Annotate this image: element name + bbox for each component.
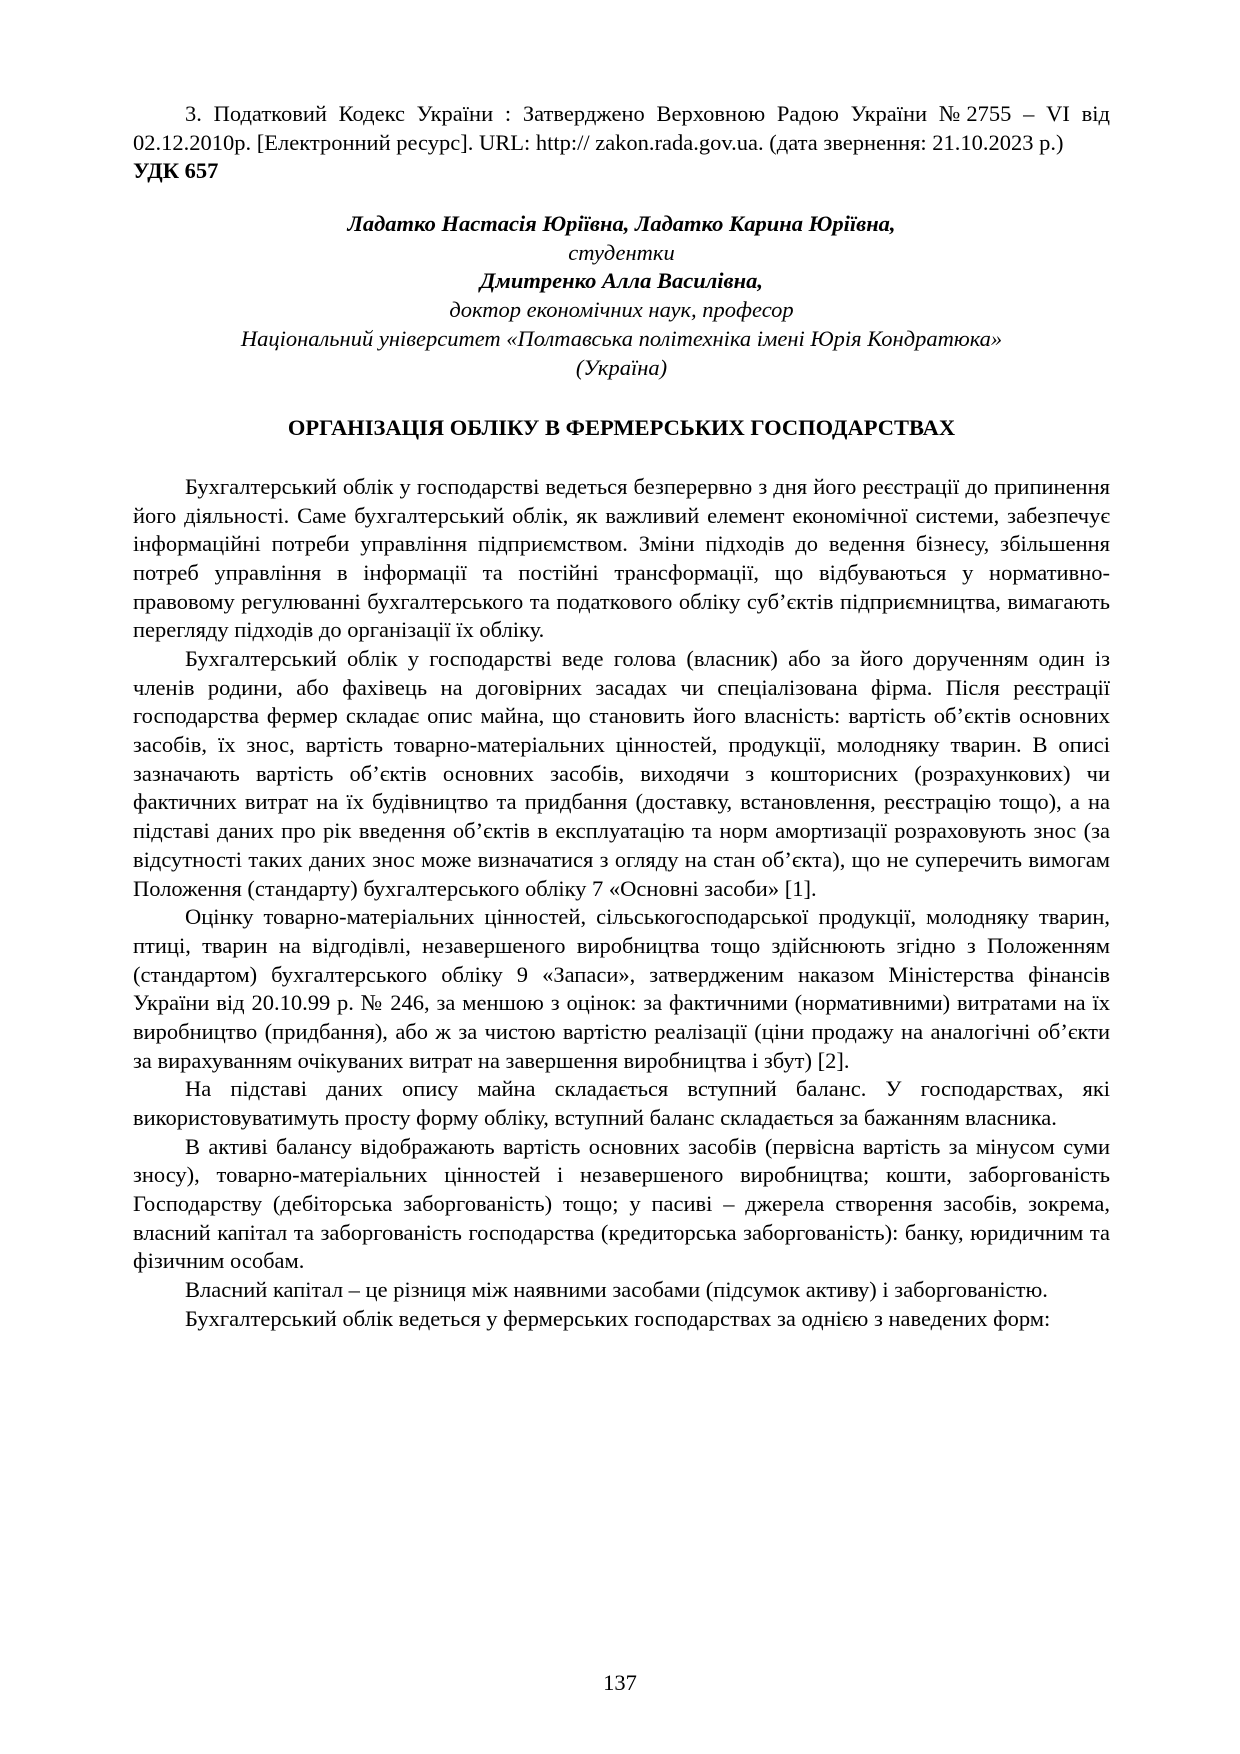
author-role-students: студентки	[568, 239, 675, 265]
body-paragraph: Бухгалтерський облік ведеться у фермерських господарствах за однією з наведених форм:	[185, 1305, 1051, 1331]
body-paragraph: Бухгалтерський облік у господарстві веде голова (власник) або за його дорученням один із членів родини, або фахівець на договірних засадах чи спеціалізована фірма. Після реєстрації господарства фермер складає опис майна, що становить його власність: вартість об’єктів основних засобів, їх знос, вартість товарно-матеріальних цінностей, продукції, молодняку тварин. В описі зазначають вартість об’єктів основних засобів, виходячи з кошторисних (розрахункових) чи фактичних витрат на їх будівництво та придбання (доставку, встановлення, реєстрацію тощо), а на підставі даних про рік введення об’єктів в експлуатацію та норм амортизації розраховують знос (за відсутності таких даних знос може визначатися з огляду на стан об’єкта), що не суперечить вимогам Положення (стандарту) бухгалтерського обліку 7 «Основні засоби» [1].	[133, 646, 1110, 901]
author-name-professor: Дмитренко Алла Василівна,	[480, 268, 763, 294]
article-body	[133, 473, 1110, 1334]
body-paragraph: Власний капітал – це різниця між наявними засобами (підсумок активу) і заборгованістю.	[185, 1277, 1048, 1303]
body-paragraph: В активі балансу відображають вартість основних засобів (первісна вартість за мінусом суми зносу), товарно-матеріальних цінностей і незавершеного виробництва; кошти, заборгованість Господарству (дебіторська заборгованість) тощо; у пасиві – джерела створення засобів, зокрема, власний капітал та заборгованість господарства (кредиторська заборгованість): банку, юридичним та фізичним особам.	[133, 1133, 1110, 1274]
reference-item: 3. Податковий Кодекс України : Затверджено Верховною Радою України №2755 – VI від 02.12.2010р. [Електронний ресурс]. URL: http:// zakon.rada.gov.ua. (дата звернення: 21.10.2023 р.)	[133, 101, 1110, 155]
body-paragraph: Бухгалтерський облік у господарстві ведеться безперервно з дня його реєстрації до припинення його діяльності. Саме бухгалтерський облік, як важливий елемент економічної системи, забезпечує інформаційні потреби управління підприємством. Зміни підходів до ведення бізнесу, збільшення потреб управління в інформації та постійні трансформації, що відбуваються у нормативно-правовому регулюванні бухгалтерського та податкового обліку суб’єктів підприємництва, вимагають перегляду підходів до організації їх обліку.	[133, 473, 1110, 643]
page-number: 137	[603, 1670, 637, 1696]
author-names-students: Ладатко Настасія Юріївна, Ладатко Карина Юріївна,	[347, 211, 896, 237]
body-paragraph: На підставі даних опису майна складається вступний баланс. У господарствах, які використовуватимуть просту форму обліку, вступний баланс складається за бажанням власника.	[133, 1076, 1110, 1130]
author-role-professor: доктор економічних наук, професор	[449, 297, 794, 323]
affiliation-country: (Україна)	[575, 354, 668, 380]
authors-block	[133, 210, 1110, 382]
article-title: ОРГАНІЗАЦІЯ ОБЛІКУ В ФЕРМЕРСЬКИХ ГОСПОДАРСТВАХ	[287, 415, 956, 441]
udk-code: УДК 657	[133, 158, 219, 184]
body-paragraph: Оцінку товарно-матеріальних цінностей, сільськогосподарської продукції, молодняку тварин, птиці, тварин на відгодівлі, незавершеного виробництва тощо здійснюють згідно з Положенням (стандартом) бухгалтерського обліку 9 «Запаси», затвердженим наказом Міністерства фінансів України від 20.10.99 р. № 246, за меншою з оцінок: за фактичними (нормативними) витратами на їх виробництво (придбання), або ж за чистою вартістю реалізації (ціни продажу на аналогічні об’єкти за вирахуванням очікуваних витрат на завершення виробництва і збут) [2].	[133, 904, 1110, 1073]
affiliation: Національний університет «Полтавська політехніка імені Юрія Кондратюка»	[240, 325, 1003, 351]
